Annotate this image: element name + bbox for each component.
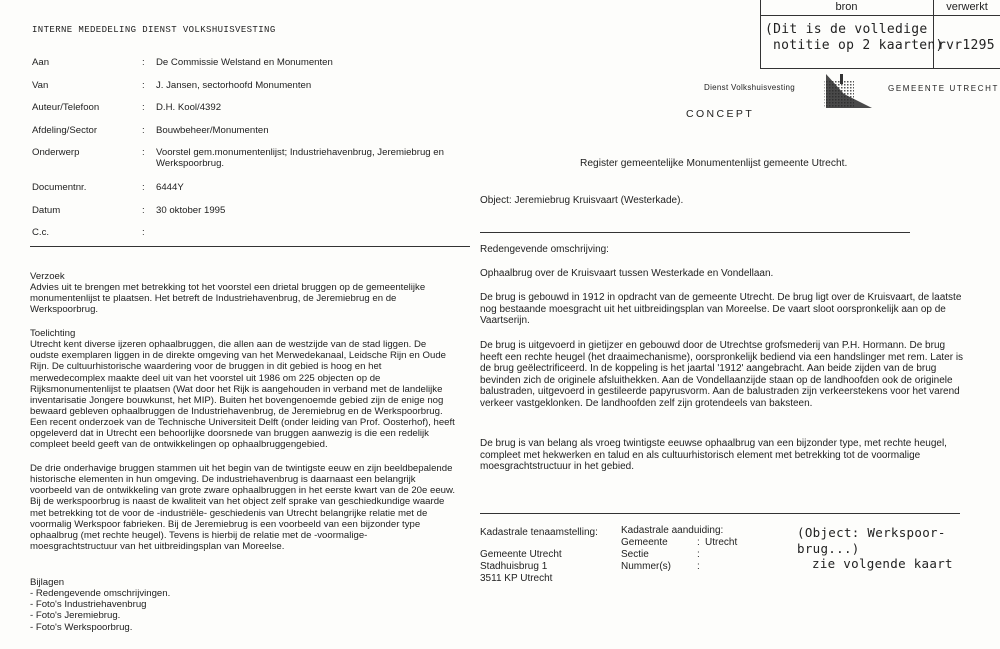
redengevende-title: Redengevende omschrijving: bbox=[480, 244, 609, 255]
aanduiding-row bbox=[621, 537, 781, 549]
stamp-note-line1: (Dit is de volledige bbox=[765, 22, 928, 37]
meta-colon: : bbox=[142, 125, 145, 136]
stamp-code: rvr1295 bbox=[938, 38, 995, 53]
aanduiding-row-label: Gemeente bbox=[621, 537, 668, 548]
verzoek-section bbox=[30, 271, 456, 316]
meta-colon: : bbox=[142, 80, 145, 91]
meta-value: J. Jansen, sectorhoofd Monumenten bbox=[156, 80, 312, 91]
meta-label: Auteur/Telefoon bbox=[32, 102, 100, 113]
right-divider-bottom bbox=[480, 513, 960, 514]
tenaamstelling-label: Kadastrale tenaamstelling: bbox=[480, 527, 598, 538]
org-gemeente: GEMEENTE UTRECHT bbox=[888, 84, 999, 93]
memo-title: INTERNE MEDEDELING DIENST VOLKSHUISVESTING bbox=[32, 25, 276, 35]
concept-label: CONCEPT bbox=[686, 108, 755, 120]
meta-colon: : bbox=[142, 205, 145, 216]
meta-value: 30 oktober 1995 bbox=[156, 205, 226, 216]
meta-value: D.H. Kool/4392 bbox=[156, 102, 222, 113]
aanduiding-label: Kadastrale aanduiding: bbox=[621, 525, 724, 536]
meta-label: Documentnr. bbox=[32, 182, 87, 193]
drie-bruggen-text: De drie onderhavige bruggen stammen uit het begin van de twintigste eeuw en zijn beeldbepalende historische elementen in hun omgeving. De industriehavenbrug is daarnaast een belangrijk voorbeeld van de ontwikkeling van grote zware ophaalbruggen in het eerste kwart van de 20e eeuw. Bij de werkspoorbrug is naast de kwaliteit van het object zelf sprake van geschiedkundige waarde met betrekking tot de voor de -industriële- geschiedenis van Utrecht belangrijke relatie met de voormalig Werkspoor fabrieken. Bij de Jeremiebrug is een voorbeeld van een bijzonder type ophaalbrug (met rechte heugel). Tevens is hierbij de relatie met de -voormalige- moesgrachtstructuur van het uitbreidingsplan van Moreelse. bbox=[30, 463, 456, 552]
aanduiding-row-colon: : bbox=[697, 537, 700, 548]
handnote-line1: (Object: Werkspoor- bbox=[797, 525, 946, 540]
meta-colon: : bbox=[142, 147, 145, 158]
toelichting-section bbox=[30, 328, 456, 450]
paragraph-4 bbox=[480, 438, 968, 473]
register-title: Register gemeentelijke Monumentenlijst gemeente Utrecht. bbox=[580, 158, 848, 169]
paragraph-4-text: De brug is van belang als vroeg twintigste eeuwse ophaalbrug van een bijzonder type, met rechte heugel, compleet met hekwerken en talud en als cultuurhistorisch element met betrekking tot de voormalige moesgrachtstructuur in het gebied. bbox=[480, 438, 947, 473]
aanduiding-row-value: Utrecht bbox=[705, 537, 738, 548]
paragraph-2 bbox=[480, 292, 968, 327]
bijlagen-item: - Foto's Industriehavenbrug bbox=[30, 599, 147, 611]
toelichting-title: Toelichting bbox=[30, 328, 76, 339]
owner-address bbox=[480, 549, 562, 585]
kadastrale-tenaamstelling bbox=[480, 527, 598, 539]
toelichting-text: Utrecht kent diverse ijzeren ophaalbruggen, die allen aan de westzijde van de stad liggen. De oudste exemplaren liggen in de direkte omgeving van het Merwedekanaal, Leidsche Rijn en Oude Rijn. De cultuurhistorische waardering voor de bruggen in dit gebied is hoog en het merwedecomplex maakte deel uit van het voorstel uit 1986 om 225 objecten op de Rijksmonumentenlijst te plaatsen (Wat door het Rijk is aangehouden in verband met de landelijke inventarisatie Jongere bouwkunst, het MIP). Buiten het bovengenoemde gebied zijn de enige nog bewaard gebleven ophaalbruggen de Industriehavenbrug, de Jeremiebrug en de Werkspoorbrug. Een recent onderzoek van de Technische Universiteit Delft (onder leiding van Prof. Oosterhof), heeft opgeleverd dat in Utrecht een behoorlijke doorsnede van bruggen aanwezig is die een redelijk compleet beeld geeft van de ontwikkelingen op ophaalbruggengebied. bbox=[30, 339, 455, 451]
paragraph-1 bbox=[480, 268, 950, 280]
aanduiding-row-label: Nummer(s) bbox=[621, 561, 671, 572]
meta-label: Onderwerp bbox=[32, 147, 80, 158]
aanduiding-row bbox=[621, 549, 781, 561]
drie-bruggen-section bbox=[30, 463, 456, 552]
meta-label: C.c. bbox=[32, 227, 50, 238]
handnote-line2: brug...) bbox=[797, 541, 860, 556]
bron-label: bron bbox=[835, 1, 858, 13]
gemeente-logo bbox=[820, 72, 882, 110]
meta-colon: : bbox=[142, 227, 145, 238]
aanduiding-row-colon: : bbox=[697, 561, 700, 572]
meta-label: Afdeling/Sector bbox=[32, 125, 98, 136]
aanduiding-row-colon: : bbox=[697, 549, 700, 560]
paragraph-3 bbox=[480, 340, 968, 410]
bijlagen-title: Bijlagen bbox=[30, 577, 65, 588]
bijlagen-item: - Foto's Jeremiebrug. bbox=[30, 610, 121, 622]
verzoek-title: Verzoek bbox=[30, 271, 65, 282]
meta-label: Aan bbox=[32, 57, 50, 68]
bijlagen-item: - Foto's Werkspoorbrug. bbox=[30, 621, 133, 633]
meta-label: Van bbox=[32, 80, 49, 91]
aanduiding-row-label: Sectie bbox=[621, 549, 649, 560]
meta-colon: : bbox=[142, 57, 145, 68]
meta-value: 6444Y bbox=[156, 182, 184, 193]
meta-colon: : bbox=[142, 102, 145, 113]
paragraph-2-text: De brug is gebouwd in 1912 in opdracht van de gemeente Utrecht. De brug ligt over de Kruisvaart, de laatste nog bestaande moesgracht uit het uitbreidingsplan van Moreelse. De vaart sloot oorspronkelijk aan op de Vaartserijn. bbox=[480, 292, 962, 327]
kadastrale-aanduiding bbox=[621, 525, 723, 537]
owner-city: 3511 KP Utrecht bbox=[480, 573, 553, 584]
verwerkt-label: verwerkt bbox=[946, 1, 988, 13]
object-line: Object: Jeremiebrug Kruisvaart (Westerkade). bbox=[480, 195, 684, 206]
handnote-line3: zie volgende kaart bbox=[812, 556, 953, 571]
left-divider bbox=[30, 246, 470, 247]
verzoek-text: Advies uit te brengen met betrekking tot het voorstel een drietal bruggen op de gemeentelijke monumentenlijst te plaatsen. Het betreft de Industriehavenbrug, de Jeremiebrug en de Werkspoorbrug. bbox=[30, 282, 426, 316]
meta-label: Datum bbox=[32, 205, 61, 216]
meta-value: De Commissie Welstand en Monumenten bbox=[156, 57, 333, 68]
right-divider-top bbox=[480, 232, 910, 233]
meta-colon: : bbox=[142, 182, 145, 193]
bijlagen-section bbox=[30, 577, 330, 633]
owner-street: Stadhuisbrug 1 bbox=[480, 561, 548, 572]
bijlagen-item: - Redengevende omschrijvingen. bbox=[30, 588, 171, 600]
meta-value: Bouwbeheer/Monumenten bbox=[156, 125, 269, 136]
meta-value: Voorstel gem.monumentenlijst; Industriehavenbrug, Jeremiebrug en Werkspoorbrug. bbox=[156, 147, 444, 170]
owner-name: Gemeente Utrecht bbox=[480, 549, 562, 560]
aanduiding-row bbox=[621, 561, 781, 573]
org-name: Dienst Volkshuisvesting bbox=[704, 83, 795, 92]
stamp-note-line2: notitie op 2 kaarten) bbox=[773, 38, 944, 53]
paragraph-3-text: De brug is uitgevoerd in gietijzer en gebouwd door de Utrechtse grofsmederij van P.H. Hormann. De brug heeft een rechte heugel (het draaimechanisme), oorspronkelijk bediend via een handslinger met rem. Later is de brug geëlectrificeerd. In de koppeling is het jaartal '1912' aangebracht. Aan beide zijden van de brug bevinden zich de originele afsluithekken. Aan de Vondellaanzijde staan op de landhoofden ook de originele balustraden, uitgevoerd in gestileerde papyrusvorm. Aan de balustraden zijn verkeerstekens voor het varend verkeer vastgeklonken. De landhoofden zelf zijn grotendeels van baksteen. bbox=[480, 340, 964, 409]
paragraph-1-text: Ophaalbrug over de Kruisvaart tussen Westerkade en Vondellaan. bbox=[480, 268, 774, 279]
